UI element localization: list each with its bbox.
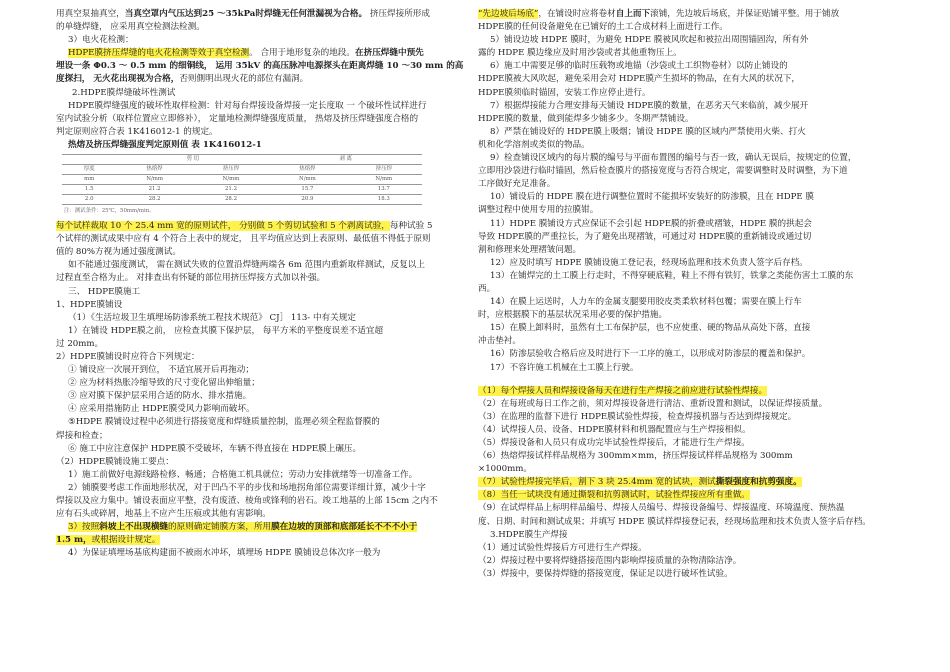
text-line: （2）HDPE膜铺设施工要点： [56, 456, 174, 467]
text-line: 判定原则应符合表 1K416012-1 的规定。 [56, 126, 218, 137]
bold-text: 度探扫， 无火花出现视为合格， [56, 74, 180, 85]
text-line: 焊接以及应力集中。铺设表面应平整，没有废渣、棱角或锋利的岩石。竣工地基的上部 15cm 之内不 [56, 496, 438, 506]
highlighted-bold-text: 撕裂强度和抗剪强度。 [715, 477, 802, 488]
text-line: HDPE膜焊缝强度的破坏性取样检测：针对每台焊接设备焊接一定长度取 一 个破坏性试样进行 [68, 100, 427, 111]
table-note: 注：测试条件：25℃，50mm/min。 [64, 208, 155, 215]
text-line: 8）严禁在铺设好的 HDPE膜上吸烟；铺设 HDPE 膜的区域内严禁使用火柴、打火 [490, 126, 806, 137]
list-item: ① 铺设应一次展开到位， 不适宜展开后再拖动； [68, 365, 254, 376]
bold-text: 自上而下 [615, 9, 651, 19]
table-header-row [62, 165, 422, 175]
text-line: HDPE膜须临时锚固，安装工作应停止进行。 [478, 87, 651, 98]
table-title: 热熔及挤压焊缝强度判定原则值 表 1K416012-1 [68, 139, 262, 150]
table-cell: 28.2 [116, 195, 192, 205]
text-line: 的单缝焊缝， 应采用真空检测法检测。 [56, 22, 205, 33]
table-row [62, 185, 422, 195]
table-header-cell: mm [62, 175, 116, 185]
text-line [56, 8, 468, 21]
table-header-cell: N/mm [269, 175, 345, 185]
text-line [56, 47, 468, 60]
text-line: （6）热熔焊接试样样品规格为 300mm×mm，挤压焊接试样样品规格为 300mm [478, 451, 793, 462]
text-line: 11）HDPE 膜铺设方式应保证不会引起 HDPE膜的折叠或褶皱，HDPE 膜的拱起会 [490, 218, 812, 229]
list-item: ⑥ 施工中应注意保护 HDPE膜不受破坏，车辆不得直接在 HDPE膜上碾压。 [68, 443, 362, 454]
text-span: 否则側明出现火花的部位有漏洞。 [179, 74, 309, 85]
highlighted-text: （1）每个焊接人员和焊接设备每天在进行生产焊接之前应进行试验性焊接。 [478, 385, 768, 396]
text-line: 工序做好充足准备。 [478, 179, 556, 190]
text-line [478, 8, 896, 21]
list-item: ④ 应采用措施防止 HDPE膜受风力影响而破坏。 [68, 404, 255, 415]
table-header-row [62, 155, 422, 165]
text-line: 立即用沙袋进行临时锚固，然后检查膜片的搭接宽度与否符合规定，需要调整时及时调整，为下道 [478, 166, 848, 177]
text-span: ，在铺设时应将卷材 [538, 9, 616, 19]
text-span: 每种试验 5 [389, 221, 433, 232]
text-line: 1）在铺设 HDPE膜之前， 应检查其膜下保护层， 每平方米的平整度误差不适宜超 [68, 325, 384, 336]
text-line: （2）在每班或每日工作之前，须对焊接设备进行清洁、重新设置和测试，以保证焊接质量。 [478, 398, 828, 409]
text-line: （9）在试焊样品上标明样品编号、焊接人员编号、焊接设备编号、焊接温度、环境温度、预热温 [478, 503, 845, 514]
text-line: 调整过程中使用专用的拉膜钳。 [478, 205, 599, 216]
highlighted-text: （7）试验性焊接完毕后，割下 3 块 25.4mm 宽的试块，测试 [478, 477, 716, 488]
highlighted-bold-text: 斜坡上不出现横缝 [99, 522, 169, 533]
text-line: 2）铺膜要考虑工作面地形状况，对于凹凸不平的步伐和场地拐角部位需要详细计算，减少十字 [68, 482, 426, 493]
text-line: 6）施工中需要足够的临时压载物或地锚（沙袋或土工织物卷材）以防止铺设的 [490, 61, 788, 72]
table-header-cell: 热熔焊 [269, 165, 345, 175]
table-header-cell: 热熔焊 [116, 165, 192, 175]
text-line: 3）电火花检测： [68, 35, 134, 46]
highlighted-text: 每个试样裁取 10 个 25.4 mm 宽的原则试件， [56, 221, 237, 232]
text-line [56, 220, 468, 233]
text-line [478, 385, 896, 398]
text-line: 室内试验分析（取样位置应立即修补）， 定量地检测焊缝强度质量， 热熔及挤压焊缝强度合格的 [56, 113, 419, 124]
highlighted-text: HDPE膜挤压焊缝的电火花检测等效于真空检测 [68, 48, 250, 59]
text-line: 16）防渗层验收合格后应及时进行下一工序的施工，以形成对防渗层的覆盖和保护。 [490, 349, 811, 360]
table-cell: 21.2 [193, 185, 269, 195]
highlighted-bold-text: 1.5 m， [56, 535, 92, 546]
text-line: （4）试焊接人员、设备、HDPE膜材料和机器配置应与生产焊接相似。 [478, 424, 751, 435]
text-line: 15）在膜上卸料时，虽然有土工布保护层，也不应使重、硬的物品从高处下落，直接 [490, 323, 811, 334]
text-line: （3）焊接中，要保持焊缝的搭接宽度，保证足以进行破坏性试验。 [478, 568, 733, 579]
text-line: 冲击垫衬。 [478, 336, 521, 347]
table-cell: 13.7 [346, 185, 422, 195]
highlighted-text: 分别做 5 个剪切试验和 5 个剥离试验， [236, 221, 390, 232]
text-line: 14）在膜上运送时，人力车的金属支腿要用胶皮类柔软材料包覆；需要在膜上行车 [490, 297, 802, 308]
text-line: 7）根据焊接能力合理安排每天铺设 HDPE膜的数量，在恶劣天气来临前，减少展开 [490, 100, 809, 111]
bold-text: 在挤压焊缝中预先 [355, 48, 424, 59]
text-line: 导致 HDPE膜的严重拉长，为了避免出现褶皱，可通过对 HDPE膜的重新铺设或通过切 [478, 231, 812, 242]
list-item: ③ 应对膜下保护层采用合适的防水、排水措施。 [68, 391, 252, 402]
table-cell: 1.5 [62, 185, 116, 195]
text-line: 焊接和检查； [56, 430, 108, 441]
text-line: 10）铺设后的 HDPE 膜在进行调整位置时不能损坏安装好的防渗膜，且在 HDPE 膜 [490, 192, 814, 203]
text-line: 割和修理来处理褶皱问题。 [478, 244, 582, 255]
text-line: 如不能通过强度测试， 需在测试失败的位置沿焊缝两端各 6m 范围内重新取样测试，反复以上 [68, 260, 425, 271]
text-line: HDPE膜的数量，做到能焊多少铺多少。冬期严禁铺设。 [478, 113, 694, 124]
table-cell: 28.2 [193, 195, 269, 205]
text-line [478, 489, 896, 502]
text-line: 9）检查铺设区域内的每片膜的编号与平面布置图的编号与否一致，确认无误后，按规定的位置， [490, 153, 857, 164]
text-line: 露的 HDPE 膜边缘应及时用沙袋或者其他重物压上。 [478, 48, 682, 59]
table-cell: 21.2 [116, 185, 192, 195]
highlighted-text: （8）当任一试块没有通过撕裂和抗剪测试时，试验性焊接应所有重做。 [478, 490, 750, 501]
text-line: 2）HDPE膜铺设时应符合下列规定： [56, 351, 200, 362]
text-line: （5）焊接设备和人员只有成功完毕试验性焊接后，才能进行生产焊接。 [478, 438, 750, 448]
text-line: 应有石头或碎屑，地基上不应产生压痕或其他有害影响。 [56, 509, 271, 520]
text-span: 挤压焊接所形成 [367, 9, 430, 19]
table-cell: 2.0 [62, 195, 116, 205]
text-line: 1）施工前做好电源线路检修、畅通；合格施工机具就位；劳动力安排就绪等一切准备工作。 [68, 469, 418, 480]
text-line: （2）焊接过程中要将焊缝搭接范围内影响焊接质量的杂物清除洁净。 [478, 555, 742, 566]
highlighted-text: 的原则确定铺膜方案，所用 [168, 522, 272, 533]
section-heading: 三、 HDPE膜施工 [68, 286, 141, 297]
text-line: 13）在铺焊完的土工膜上行走时，不得穿硬底鞋，鞋上不得有铁钉，铁掌之类能伤害土工膜的东 [490, 270, 854, 281]
table-cell: 15.7 [269, 185, 345, 195]
text-line: （3）在监理的监督下进行 HDPE膜试验性焊接，检查焊接机器与否达到焊接规定。 [478, 411, 797, 422]
text-line: HDPE膜被大风吹起，避免采用会对 HDPE膜产生损坏的物品，在有大风的状况下， [478, 74, 801, 85]
text-line: 西。 [478, 283, 496, 294]
text-line: 值的 80%方视为通过强度测试。 [56, 247, 181, 258]
text-span: 用真空泵抽真空， [56, 9, 125, 19]
text-span: 滚铺，先边坡后场底，并保证贴铺平整。用于铺放 [650, 9, 840, 19]
text-line: 过程直至合格为止。 对排查出有怀疑的部位用挤压焊接方式加以补强。 [56, 273, 326, 284]
table-cell: 20.9 [269, 195, 345, 205]
left-column [56, 8, 468, 560]
table-header-cell: 厚度 [62, 165, 116, 175]
highlighted-text: 3）按照 [68, 522, 100, 533]
text-line [56, 73, 468, 86]
text-line: 2.HDPE膜焊缝破坏性测试 [72, 87, 176, 98]
list-item: ② 应为材料热胀冷缩导致的尺寸变化留出伸缩量； [68, 378, 260, 389]
text-line: 4）为保证填埋场基底构建面不被雨水冲坏，填埋场 HDPE 膜铺设总体次序一般为 [68, 548, 381, 559]
text-line: 过 20mm。 [56, 338, 104, 349]
subsection-heading: 3.HDPE膜生产焊接 [490, 529, 568, 540]
table-row [62, 195, 422, 205]
table-header-cell: N/mm [346, 175, 422, 185]
text-line: 12）应及时填写 HDPE 膜铺设施工登记表，经现场监理和技术负责人签字后存档。 [490, 257, 808, 268]
text-line: 时，应根据膜下的基层状况采用必要的保护措施。 [478, 310, 668, 321]
text-line [56, 534, 468, 547]
table-header-row [62, 175, 422, 185]
text-line: 5）铺设边坡 HDPE 膜时，为避免 HDPE 膜被风吹起和被拉出周围锚固沟，所有外 [490, 35, 809, 46]
bold-text: 当真空罩内气压达到25 ～35kPa时焊缝无任何泄漏视为合格。 [124, 9, 368, 19]
table-cell: 18.3 [346, 195, 422, 205]
text-line: 17）不容许施工机械在土工膜上行驶。 [490, 362, 639, 373]
table-header-cell: 挤压焊 [193, 165, 269, 175]
highlighted-text: “先边坡后场底” [478, 9, 539, 19]
strength-table [62, 154, 422, 205]
text-line: HDPE膜的任何设备避免在已铺好的土工合成材料上面进行工作。 [478, 22, 728, 33]
table-header-cell [62, 155, 116, 165]
text-line: 度、日期、时间和测试成果；并填写 HDPE 膜试样焊接登记表，经现场监理和技术负责人签字后存档。 [478, 516, 871, 527]
highlighted-text: 或根据设计规定。 [91, 535, 161, 546]
right-column [478, 8, 896, 581]
text-span: 。 合用于地形复杂的地段。 [249, 48, 355, 59]
table-header-cell: N/mm [116, 175, 192, 185]
table-header-cell: 挤压焊 [346, 165, 422, 175]
subsection-heading: 1、HDPE膜铺设 [56, 299, 123, 310]
table-header-cell: N/mm [193, 175, 269, 185]
text-line: 埋设一条 Φ0.3 ～ 0.5 mm 的细铜线， 运用 35kV 的高压脉冲电源探头在距离焊缝 10 ～30 mm 的高 [56, 61, 464, 72]
text-line: （1）通过试验性焊接后方可进行生产焊接。 [478, 542, 647, 553]
table-header-cell: 剥 离 [269, 155, 422, 165]
text-line: 机和化学溶剂或类似的物品。 [478, 139, 590, 150]
text-line: （1）《生活垃圾卫生填埋场防渗系统工程技术规范》 CJ］ 113- 中有关规定 [68, 312, 356, 323]
list-item: ⑤HDPE 膜铺设过程中必须进行搭接宽度和焊缝质量控制，监理必须全程监督膜的 [68, 417, 380, 428]
highlighted-bold-text: 膜在边坡的顶部和底部延长不不不小于 [271, 522, 418, 533]
text-line: ×1000mm。 [478, 464, 532, 475]
table-header-cell: 剪 切 [116, 155, 269, 165]
text-line: 个试样的测试成果中应有 4 个符合上表中的规定， 且平均值应达到上表原则、最低值不得低于原则 [56, 234, 431, 245]
text-line [56, 521, 468, 534]
text-line [478, 476, 896, 489]
